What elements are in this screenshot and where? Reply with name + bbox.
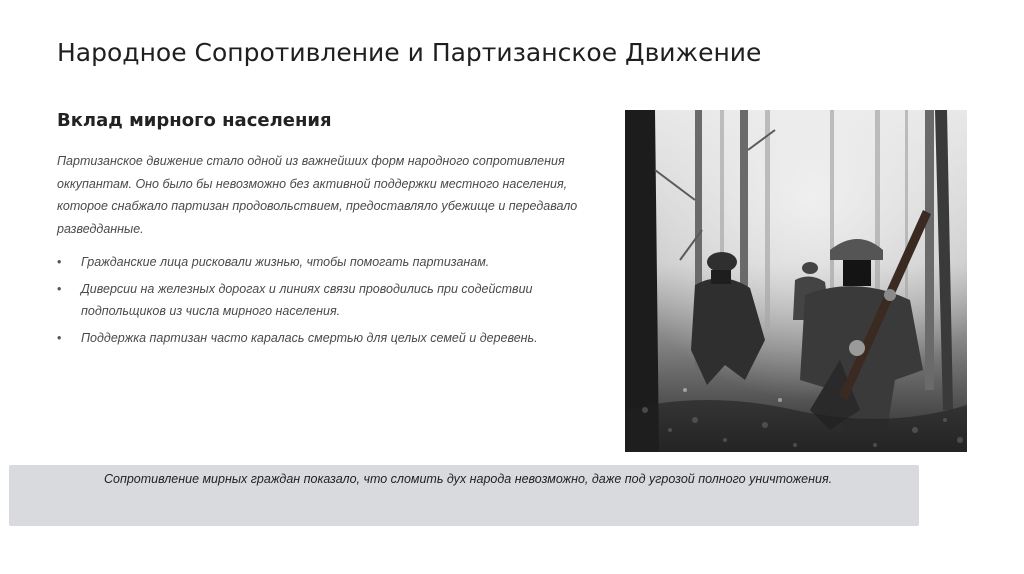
bullet-marker: •	[57, 255, 62, 269]
section-heading: Вклад мирного населения	[57, 110, 332, 131]
bullet-marker: •	[57, 281, 62, 296]
soldiers-forest-photo	[625, 110, 967, 452]
bullet-list	[57, 251, 587, 353]
bullet-text: Гражданские лица рисковали жизнью, чтобы помогать партизанам.	[81, 255, 490, 269]
quote-text: Сопротивление мирных граждан показало, что сломить дух народа невозможно, даже под угрозой полного уничтожения.	[104, 472, 833, 486]
bullet-item	[57, 278, 587, 323]
bullet-item	[57, 327, 587, 350]
bullet-marker: •	[57, 330, 62, 345]
quote-box	[9, 465, 919, 526]
intro-paragraph: Партизанское движение стало одной из важнейших форм народного сопротивления оккупантам. Оно было бы невозможно без активной поддержки местного населения, которое снабжало партизан продовольствием, предоставляло убежище и передавало разведданные.	[57, 154, 578, 236]
bullet-text: Поддержка партизан часто каралась смертью для целых семей и деревень.	[81, 330, 538, 345]
photo-illustration	[625, 110, 967, 452]
slide-title: Народное Сопротивление и Партизанское Движение	[57, 38, 762, 67]
bullet-item	[57, 251, 587, 274]
bullet-text: Диверсии на железных дорогах и линиях связи проводились при содействии подпольщиков из числа мирного населения.	[81, 281, 533, 318]
